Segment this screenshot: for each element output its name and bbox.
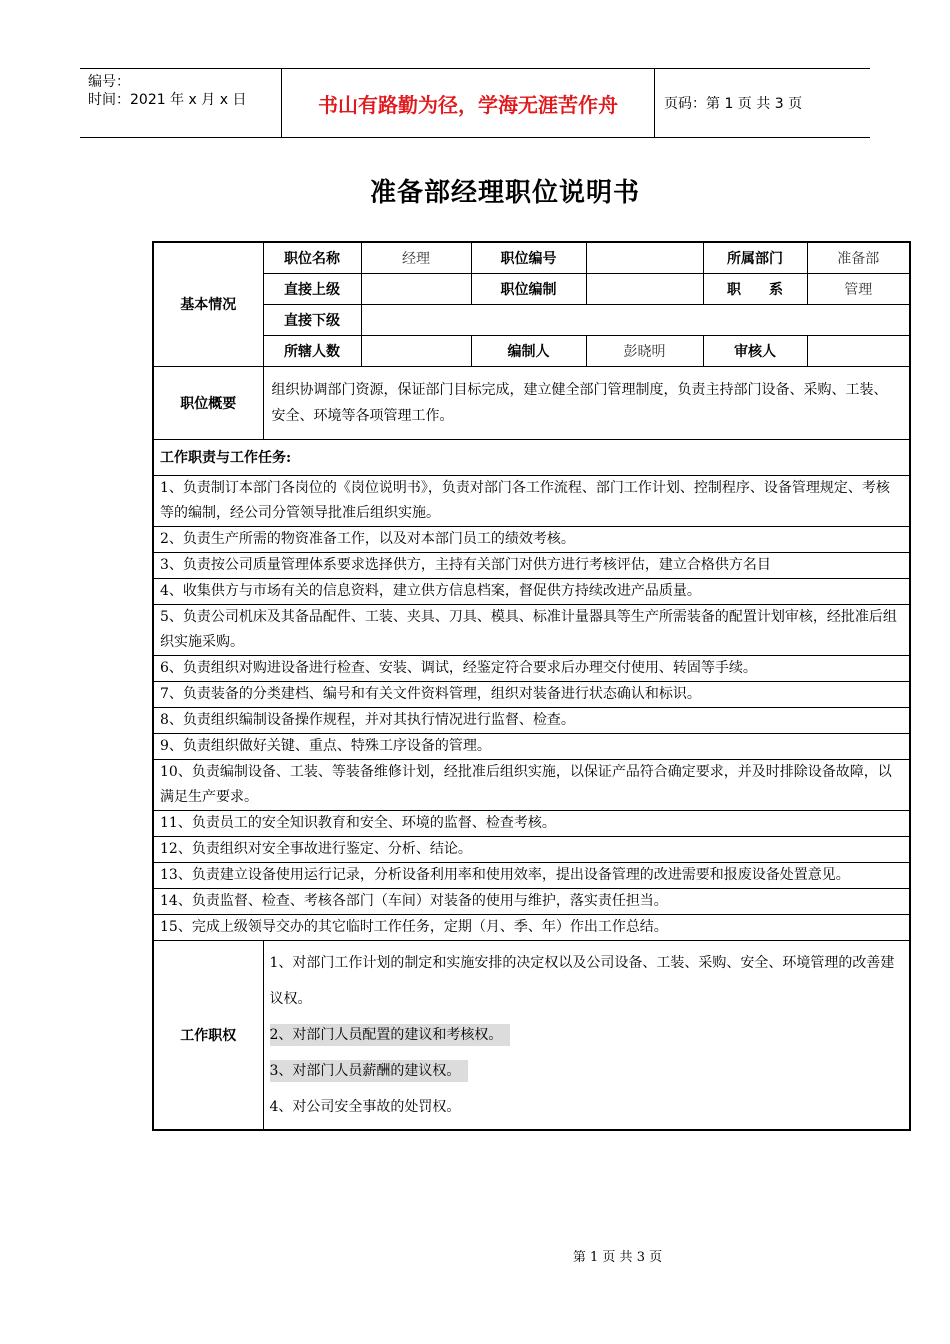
field-value xyxy=(586,273,703,304)
field-label: 所属部门 xyxy=(703,242,807,273)
authority-item: 4、对公司安全事故的处罚权。 xyxy=(269,1098,461,1115)
duty-item: 10、负责编制设备、工装、等装备维修计划，经批准后组织实施，以保证产品符合确定要求，并及时排除设备故障，以满足生产要求。 xyxy=(153,759,910,810)
duty-row xyxy=(153,655,910,681)
authority-label: 工作职权 xyxy=(153,940,263,1130)
duty-item: 6、负责组织对购进设备进行检查、安装、调试，经鉴定符合要求后办理交付使用、转固等手续。 xyxy=(153,655,910,681)
field-label: 职位编号 xyxy=(471,242,586,273)
field-value xyxy=(586,242,703,273)
duty-row xyxy=(153,526,910,552)
duty-row xyxy=(153,836,910,862)
field-value: 彭晓明 xyxy=(586,335,703,366)
field-label: 职 系 xyxy=(703,273,807,304)
field-label: 编制人 xyxy=(471,335,586,366)
duty-item: 12、负责组织对安全事故进行鉴定、分析、结论。 xyxy=(153,836,910,862)
job-description-table xyxy=(152,241,911,1131)
summary-label: 职位概要 xyxy=(153,366,263,439)
duties-list xyxy=(153,475,910,940)
duty-item: 5、负责公司机床及其备品配件、工装、夹具、刀具、模具、标准计量器具等生产所需装备的配置计划审核，经批准后组织实施采购。 xyxy=(153,604,910,655)
highlighted-text: 2、对部门人员配置的建议和考核权。 xyxy=(270,1024,511,1046)
field-label: 所辖人数 xyxy=(263,335,361,366)
authority-item xyxy=(264,1017,910,1053)
duty-item: 9、负责组织做好关键、重点、特殊工序设备的管理。 xyxy=(153,733,910,759)
basic-section-label: 基本情况 xyxy=(153,242,263,366)
number-label: 编号： xyxy=(88,74,130,90)
duty-row xyxy=(153,810,910,836)
field-value: 管理 xyxy=(807,273,910,304)
field-label: 职位编制 xyxy=(471,273,586,304)
authority-item: 1、对部门工作计划的制定和实施安排的决定权以及公司设备、工装、采购、安全、环境管理的改善建议权。 xyxy=(269,954,895,1007)
duty-item: 15、完成上级领导交办的其它临时工作任务，定期（月、季、年）作出工作总结。 xyxy=(153,914,910,940)
duty-row xyxy=(153,578,910,604)
page-header xyxy=(80,68,870,138)
duty-row xyxy=(153,914,910,940)
field-value xyxy=(361,335,471,366)
duties-heading: 工作职责与工作任务: xyxy=(153,439,910,475)
slogan: 书山有路勤为径，学海无涯苦作舟 xyxy=(282,69,655,137)
document-title: 准备部经理职位说明书 xyxy=(369,178,640,208)
authority-item xyxy=(264,1053,910,1089)
duty-row xyxy=(153,862,910,888)
duty-row xyxy=(153,888,910,914)
duty-row xyxy=(153,759,910,810)
duty-item: 1、负责制订本部门各岗位的《岗位说明书》，负责对部门各工作流程、部门工作计划、控制程序、设备管理规定、考核等的编制，经公司分管领导批准后组织实施。 xyxy=(153,475,910,526)
duty-row xyxy=(153,733,910,759)
page-info: 页码：第 1 页 共 3 页 xyxy=(664,96,803,112)
duty-item: 14、负责监督、检查、考核各部门（车间）对装备的使用与维护，落实责任担当。 xyxy=(153,888,910,914)
date-text: 时间：2021 年 x 月 x 日 xyxy=(88,92,247,108)
field-value: 准备部 xyxy=(807,242,910,273)
duty-item: 3、负责按公司质量管理体系要求选择供方，主持有关部门对供方进行考核评估，建立合格供方名目 xyxy=(153,552,910,578)
field-value xyxy=(361,273,471,304)
field-label: 审核人 xyxy=(703,335,807,366)
duty-item: 8、负责组织编制设备操作规程，并对其执行情况进行监督、检查。 xyxy=(153,707,910,733)
field-value xyxy=(807,335,910,366)
field-value xyxy=(361,304,910,335)
highlighted-text: 3、对部门人员薪酬的建议权。 xyxy=(270,1060,469,1082)
duty-item: 13、负责建立设备使用运行记录，分析设备利用率和使用效率，提出设备管理的改进需要和报废设备处置意见。 xyxy=(153,862,910,888)
duty-row xyxy=(153,475,910,526)
duty-row xyxy=(153,707,910,733)
authority-list xyxy=(263,940,910,1130)
duty-item: 2、负责生产所需的物资准备工作，以及对本部门员工的绩效考核。 xyxy=(153,526,910,552)
duty-row xyxy=(153,552,910,578)
page-footer: 第 1 页 共 3 页 xyxy=(572,1250,663,1265)
duty-item: 4、收集供方与市场有关的信息资料，建立供方信息档案，督促供方持续改进产品质量。 xyxy=(153,578,910,604)
field-label: 职位名称 xyxy=(263,242,361,273)
duty-row xyxy=(153,681,910,707)
duty-item: 11、负责员工的安全知识教育和安全、环境的监督、检查考核。 xyxy=(153,810,910,836)
field-label: 直接下级 xyxy=(263,304,361,335)
duty-row xyxy=(153,604,910,655)
summary-text: 组织协调部门资源，保证部门目标完成，建立健全部门管理制度，负责主持部门设备、采购、工装、安全、环境等各项管理工作。 xyxy=(263,366,910,439)
field-label: 直接上级 xyxy=(263,273,361,304)
header-meta xyxy=(80,69,282,137)
field-value: 经理 xyxy=(361,242,471,273)
duty-item: 7、负责装备的分类建档、编号和有关文件资料管理，组织对装备进行状态确认和标识。 xyxy=(153,681,910,707)
